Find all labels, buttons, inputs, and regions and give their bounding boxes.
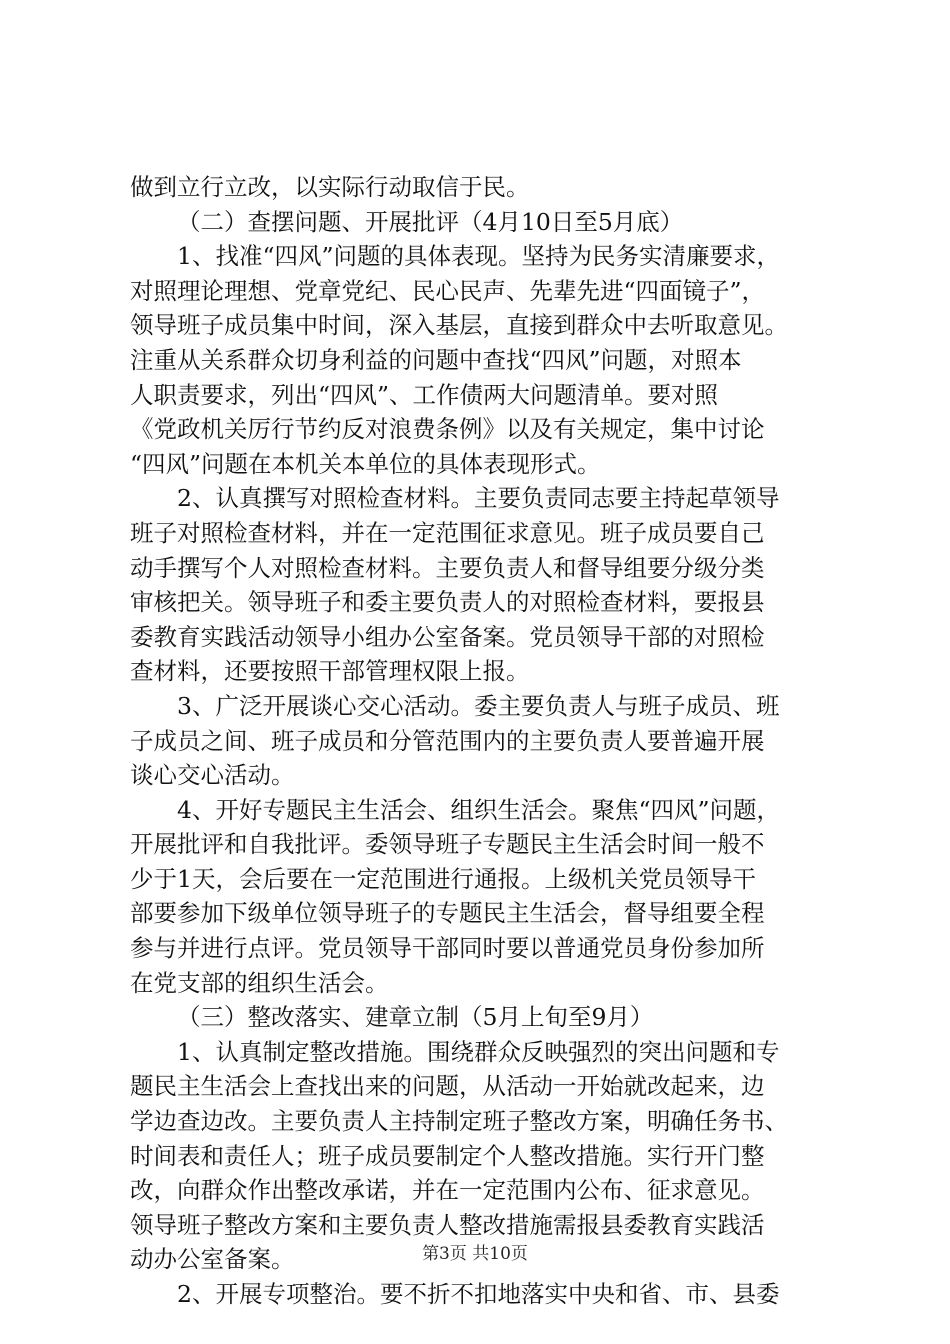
text-line: 开展批评和自我批评。委领导班子专题民主生活会时间一般不 — [130, 830, 765, 859]
text-line: 2、认真撰写对照检查材料。主要负责同志要主持起草领导 — [177, 484, 780, 513]
text-line: 人职责要求，列出“四风”、工作债两大问题清单。要对照 — [130, 380, 719, 409]
text-line: （三）整改落实、建章立制（5月上旬至9月） — [177, 1003, 654, 1032]
text-line: 3、广泛开展谈心交心活动。委主要负责人与班子成员、班 — [177, 691, 780, 720]
text-line: 1、认真制定整改措施。围绕群众反映强烈的突出问题和专 — [177, 1037, 780, 1066]
text-line: 参与并进行点评。党员领导干部同时要以普通党员身份参加所 — [130, 934, 765, 963]
text-line: 审核把关。领导班子和委主要负责人的对照检查材料，要报县 — [130, 588, 765, 617]
text-line: 谈心交心活动。 — [130, 761, 295, 790]
text-line: “四风”问题在本机关本单位的具体表现形式。 — [130, 449, 601, 478]
page-number-label: 第3页 共10页 — [422, 1244, 528, 1264]
page-footer — [0, 1243, 950, 1265]
text-line: 部要参加下级单位领导班子的专题民主生活会，督导组要全程 — [130, 899, 765, 928]
text-line: 学边查边改。主要负责人主持制定班子整改方案，明确任务书、 — [130, 1107, 788, 1136]
text-line: 1、找准“四风”问题的具体表现。坚持为民务实清廉要求， — [177, 242, 780, 271]
text-line: 委教育实践活动领导小组办公室备案。党员领导干部的对照检 — [130, 622, 765, 651]
text-line: 查材料，还要按照干部管理权限上报。 — [130, 657, 530, 686]
text-line: 《党政机关厉行节约反对浪费条例》以及有关规定，集中讨论 — [130, 415, 765, 444]
text-line: 在党支部的组织生活会。 — [130, 968, 389, 997]
text-line: 注重从关系群众切身利益的问题中查找“四风”问题，对照本 — [130, 345, 742, 374]
text-line: 对照理论理想、党章党纪、民心民声、先辈先进“四面镜子”， — [130, 276, 766, 305]
text-line: 时间表和责任人；班子成员要制定个人整改措施。实行开门整 — [130, 1141, 765, 1170]
document-body — [130, 170, 850, 1312]
text-line: 子成员之间、班子成员和分管范围内的主要负责人要普遍开展 — [130, 726, 765, 755]
text-line: 动手撰写个人对照检查材料。主要负责人和督导组要分级分类 — [130, 553, 765, 582]
text-line: 动办公室备案。 — [130, 1245, 295, 1274]
text-line: 少于1天，会后要在一定范围进行通报。上级机关党员领导干 — [130, 864, 756, 893]
text-line: 改，向群众作出整改承诺，并在一定范围内公布、征求意见。 — [130, 1176, 765, 1205]
text-line: 题民主生活会上查找出来的问题，从活动一开始就改起来，边 — [130, 1072, 765, 1101]
text-line: 2、开展专项整治。要不折不扣地落实中央和省、市、县委 — [177, 1280, 780, 1308]
text-line: 做到立行立改，以实际行动取信于民。 — [130, 173, 530, 201]
text-line: 4、开好专题民主生活会、组织生活会。聚焦“四风”问题， — [177, 795, 780, 824]
text-line: 班子对照检查材料，并在一定范围征求意见。班子成员要自己 — [130, 518, 765, 547]
text-line: 领导班子整改方案和主要负责人整改措施需报县委教育实践活 — [130, 1210, 765, 1239]
text-line: （二）查摆问题、开展批评（4月10日至5月底） — [177, 207, 684, 236]
text-line: 领导班子成员集中时间，深入基层，直接到群众中去听取意见。 — [130, 311, 788, 340]
